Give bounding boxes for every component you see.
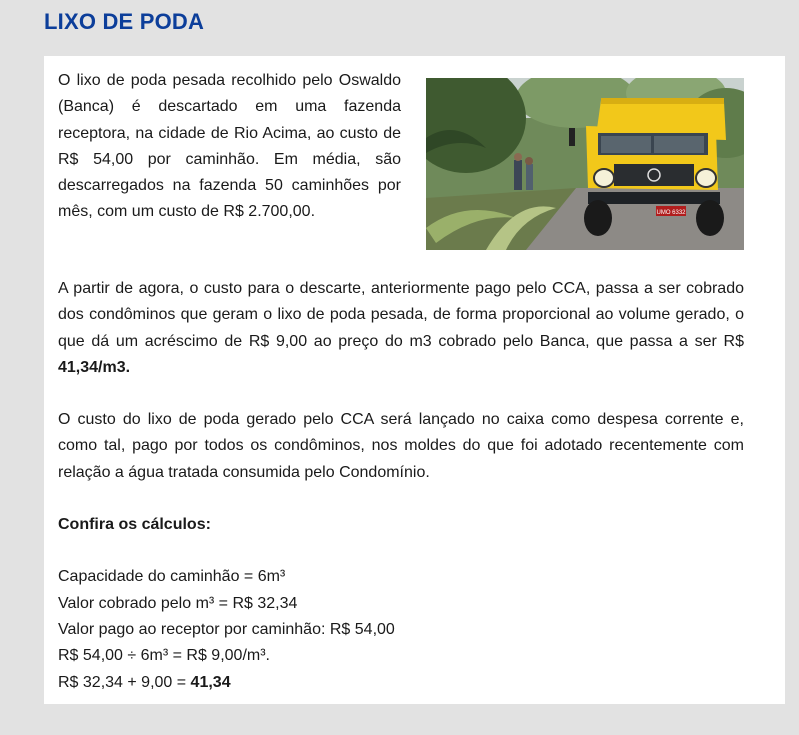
intro-section xyxy=(58,68,744,250)
paragraph-cost-change xyxy=(58,276,744,381)
intro-paragraph: O lixo de poda pesada recolhido pelo Oswaldo (Banca) é descartado em uma fazenda receptora, na cidade de Rio Acima, ao custo de R$ 54,00 por caminhão. Em média, são descarregados na fazenda 50 caminhões por mês, com um custo de R$ 2.700,00. xyxy=(58,72,401,221)
calc-total-prefix: R$ 32,34 + 9,00 = xyxy=(58,673,191,691)
page-title: LIXO DE PODA xyxy=(44,9,205,34)
paragraph-cca-cost: O custo do lixo de poda gerado pelo CCA será lançado no caixa como despesa corrente e, como tal, pago por todos os condôminos, nos moldes do que foi adotado recentemente com relação a água tratada consumida pelo Condomínio. xyxy=(58,411,744,481)
truck-photo xyxy=(426,78,744,250)
calculations-heading: Confira os cálculos: xyxy=(58,516,211,534)
calc-total-value: 41,34 xyxy=(190,673,231,691)
calc-line-division: R$ 54,00 ÷ 6m³ = R$ 9,00/m³. xyxy=(58,647,270,665)
price-per-m3: 41,34/m3. xyxy=(58,358,131,376)
calculations-list xyxy=(58,564,744,695)
calc-line-receiver: Valor pago ao receptor por caminhão: R$ 54,00 xyxy=(58,620,395,638)
calc-line-price: Valor cobrado pelo m³ = R$ 32,34 xyxy=(58,594,298,612)
article-content xyxy=(58,68,744,696)
license-plate: UMO 6332 xyxy=(656,210,686,216)
paragraph-cost-change-text: A partir de agora, o custo para o descarte, anteriormente pago pelo CCA, passa a ser cobrado dos condôminos que geram o lixo de poda pesada, de forma proporcional ao volume gerado, o que dá um acréscimo de R$ 9,00 ao preço do m3 cobrado pelo Banca, que passa a ser R$ xyxy=(58,280,744,350)
article-card xyxy=(44,56,785,704)
calc-line-total xyxy=(58,670,744,696)
calc-line-capacity: Capacidade do caminhão = 6m³ xyxy=(58,568,286,586)
